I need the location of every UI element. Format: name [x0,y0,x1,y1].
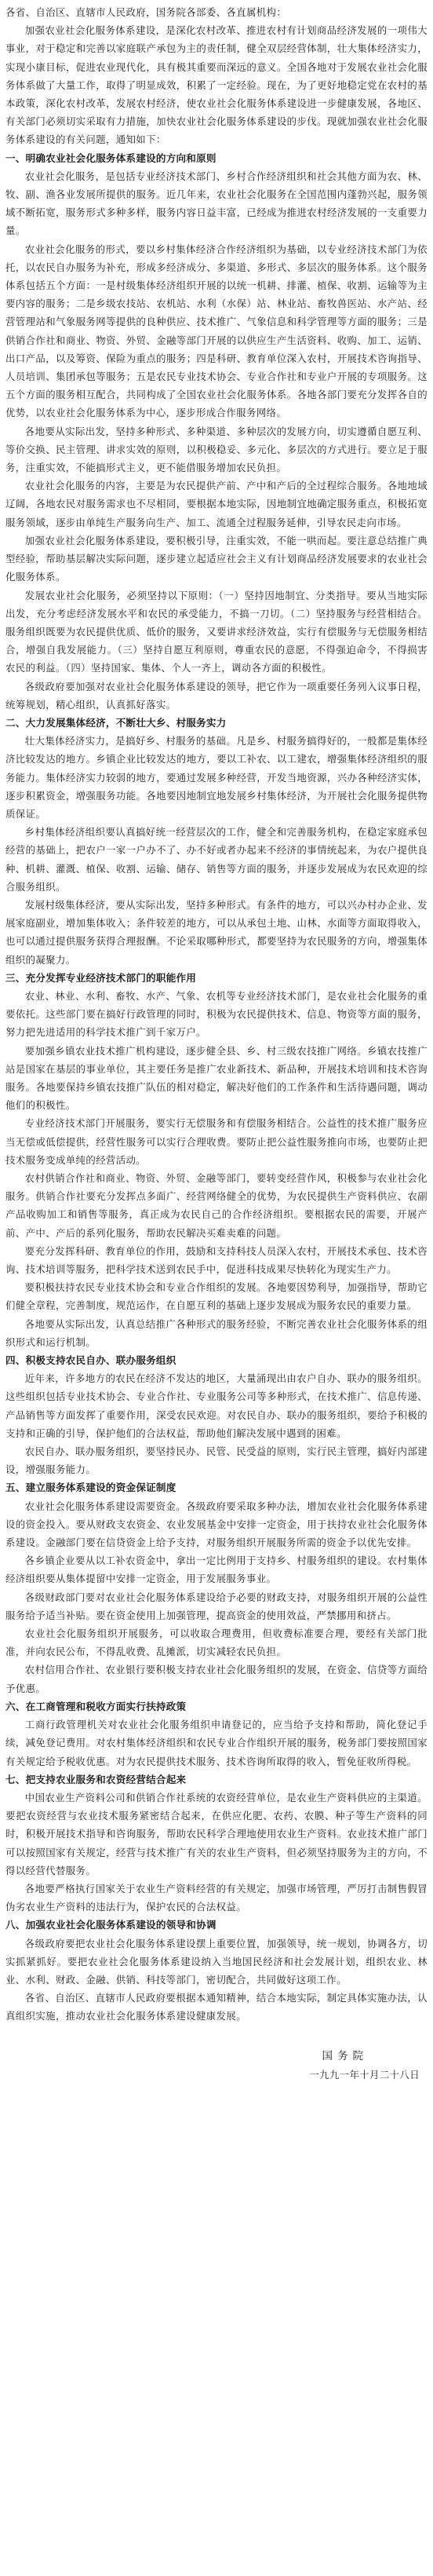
body-paragraph: 发展村级集体经济，要从实际出发，坚持多种形式。有条件的地方，可以兴办村办企业、发展家庭副业，增加集体收入；条件较差的地方，可以从承包土地、山林、水面等方面取得收入，也可以通过提供服务获得合理报酬。不论采取哪种形式，都要坚持为农民服务的方向，增强集体组织的凝聚力。 [5,898,428,966]
body-paragraph: 发展农业社会化服务，必须坚持以下原则：（一）坚持因地制宜、分类指导。要从当地实际出发，充分考虑经济发展水平和农民的承受能力，不搞一刀切。（二）坚持服务与经营相结合。服务组织既要为农民提供优质、低价的服务，又要讲求经济效益，实行有偿服务与无偿服务相结合，增强自我发展能力。（三）坚持自愿互利原则，尊重农民的意愿，不得强迫命令，不得损害农民的利益。（四）坚持国家、集体、个人一齐上，调动各方面的积极性。 [5,589,428,674]
body-paragraph: 各地要从实际出发，坚持多种形式、多种渠道、多种层次的发展方向，切实遵循自愿互利、等价交换、民主管理、讲求实效的原则，以积极稳妥、多元化、多层次的方式进行。要立足于服务，注重实效，不能搞形式主义，更不能借服务增加农民负担。 [5,425,428,474]
signature-organization: 国务院 [322,2049,368,2063]
body-paragraph: 工商行政管理机关对农业社会化服务组织申请登记的，应当给予支持和帮助，简化登记手续，减免登记费用。对农村集体经济组织和农民专业合作组织开展的服务，税务部门要按照国家有关规定给予税收优惠。对为农民提供技术服务、技术咨询所取得的收入，暂免征收所得税。 [5,1719,428,1767]
section-heading: 一、明确农业社会化服务体系建设的方向和原则 [5,152,216,164]
body-paragraph: 近年来，许多地方的农民在经济不发达的地区，大量涌现出由农户自办、联办的服务组织。这些组织包括专业技术协会、专业合作社、专业服务公司等多种形式，在技术推广、信息传递、产品销售等方面发挥了重要作用，深受农民欢迎。对农民自办、联办的服务组织，要给予积极的支持和正确的引导，保护他们的合法权益，帮助他们解决发展中遇到的困难。 [5,1372,428,1439]
body-paragraph: 各级财政部门要对农业社会化服务体系建设给予必要的财政支持，对服务组织开展的公益性服务给予适当补贴。要在资金使用上加强管理，提高资金的使用效益，严禁挪用和挤占。 [5,1591,428,1621]
salutation: 各省、自治区、直辖市人民政府，国务院各部委、各直属机构： [5,6,287,18]
section-heading: 五、建立服务体系建设的资金保证制度 [5,1482,176,1494]
body-paragraph: 农村信用合作社、农业银行要积极支持农业社会化服务组织的发展，在资金、信贷等方面给予优惠。 [5,1664,428,1694]
body-paragraph: 壮大集体经济实力，是搞好乡、村服务的基础。凡是乡、村服务搞得好的，一般都是集体经济比较发达的地方。乡镇企业比较发达的地方，要以工补农、以工建农，增强集体经济组织的服务能力。集体经济实力较弱的地方，要通过发展多种经营，开发当地资源，兴办各种经济实体，逐步积累资金，增强服务功能。各地要因地制宜地发展乡村集体经济，为开展社会化服务提供物质保证。 [5,735,428,820]
body-paragraph: 农业、林业、水利、畜牧、水产、气象、农机等专业经济技术部门，是农业社会化服务的重要依托。这些部门要在搞好行政管理的同时，积极为农民提供技术、信息、物资等方面的服务，努力把先进适用的科学技术推广到千家万户。 [5,989,428,1039]
body-paragraph: 农民自办、联办服务组织，要坚持民办、民管、民受益的原则，实行民主管理，搞好内部建设，增强服务能力。 [5,1445,428,1476]
section-heading: 二、大力发展集体经济，不断壮大乡、村服务实力 [5,716,227,729]
signature-date: 一九九一年十月二十八日 [309,2068,420,2081]
body-paragraph: 各乡镇企业要从以工补农资金中，拿出一定比例用于支持乡、村服务组织的建设。农村集体经济组织要从集体提留中安排一定资金，用于发展服务事业。 [5,1555,428,1585]
section-heading: 三、充分发挥专业经济技术部门的职能作用 [5,971,197,984]
body-paragraph: 加强农业社会化服务体系建设，要积极引导，注重实效，不能一哄而起。要注意总结推广典型经验，帮助基层解决实际问题，逐步建立起适应社会主义有计划商品经济发展要求的农业社会化服务体系。 [5,534,428,583]
body-paragraph: 农业社会化服务，是包括专业经济技术部门、乡村合作经济组织和社会其他方面为农、林、牧、副、渔各业发展所提供的服务。近几年来，农业社会化服务在全国范围内蓬勃兴起，服务领域不断拓宽，服务形式多种多样，服务内容日益丰富，已经成为推进农村经济发展的一支重要力量。 [5,170,428,237]
section-heading: 四、积极支持农民自办、联办服务组织 [5,1354,176,1367]
body-paragraph: 农业社会化服务的形式，要以乡村集体经济合作经济组织为基础，以专业经济技术部门为依托，以农民自办服务为补充，形成多经济成分、多渠道、多形式、多层次的服务体系。这个服务体系包括五个方面：一是村级集体经济组织开展的以统一机耕、排灌、植保、收割、运输等为主要内容的服务；二是乡级农技站、农机站、水利（水保）站、林业站、畜牧兽医站、水产站、经营管理站和气象服务网等提供的良种供应、技术推广、气象信息和科学管理等方面的服务；三是供销合作社和商业、物资、外贸、金融等部门开展的以供应生产生活资料、收购、加工、运销、出口产品，以及筹资、保险为重点的服务；四是科研、教育单位深入农村，开展技术咨询指导、人员培训、集团承包等服务；五是农民专业技术协会、专业合作社和专业户开展的专项服务。这五个方面的服务相互配合，共同构成了全国农业社会化服务体系。各地各部门要充分发挥各自的优势，以农业社会化服务体系为中心，逐步形成合作服务网络。 [5,243,428,419]
document-sections [5,149,428,2026]
body-paragraph: 各地要严格执行国家关于农业生产资料经营的有关规定，加强市场管理，严厉打击制售假冒伪劣农业生产资料的违法行为，保护农民的合法权益。 [5,1882,428,1913]
body-paragraph: 各地要从实际出发，认真总结推广各种形式的服务经验，不断完善农业社会化服务体系的组织形式和运行机制。 [5,1317,428,1348]
body-paragraph: 农业社会化服务组织开展服务，可以收取合理费用，但收费标准要合理，要经有关部门批准，并向农民公布，不得乱收费、乱摊派，切实减轻农民负担。 [5,1628,428,1658]
body-paragraph: 乡村集体经济组织要认真搞好统一经营层次的工作，健全和完善服务机构，在稳定家庭承包经营的基础上，把农户一家一户办不了、办不好或者办起来不经济的事情统起来，为农户提供良种、机耕、灌溉、植保、收割、运输、储存、销售等方面的服务，并逐步发展成为农民欢迎的综合服务组织。 [5,826,428,893]
body-paragraph: 专业经济技术部门开展服务，要实行无偿服务和有偿服务相结合。公益性的技术推广服务应当无偿或低偿提供，经营性服务可以实行合理收费。要防止把公益性服务推向市场，也要防止把技术服务变成单纯的经营活动。 [5,1117,428,1166]
body-paragraph: 中国农业生产资料公司和供销合作社系统的农资经营单位，是农业生产资料供应的主渠道。要把农资经营与农业技术服务紧密结合起来，在供应化肥、农药、农膜、种子等生产资料的同时，积极开展技术指导和咨询服务，帮助农民科学合理地使用农业生产资料。农业技术推广部门可以按照国家有关规定，经营与技术推广有关的农业生产资料，但必须坚持服务为主的方向，不得以经营代替服务。 [5,1791,428,1876]
body-paragraph: 要加强乡镇农业技术推广机构建设，逐步健全县、乡、村三级农技推广网络。乡镇农技推广站是国家在基层的事业单位，其主要任务是推广农业新技术、新品种，开展技术培训和技术咨询服务。各地要保持乡镇农技推广队伍的相对稳定，解决好他们的工作条件和生活待遇问题，调动他们的积极性。 [5,1044,428,1112]
body-paragraph: 各级政府要把农业社会化服务体系建设摆上重要位置，加强领导，统一规划，协调各方，切实抓紧抓好。要把农业社会化服务体系建设纳入当地国民经济和社会发展计划，组织农业、林业、水利、财政、金融、供销、科技等部门，密切配合，共同做好这项工作。 [5,1937,428,1986]
body-paragraph: 各级政府要加强对农业社会化服务体系建设的领导，把它作为一项重要任务列入议事日程，统筹规划，精心组织，认真抓好落实。 [5,680,428,711]
body-paragraph: 农业社会化服务的内容，主要是为农民提供产前、产中和产后的全过程综合服务。各地地域辽阔，各地农民对服务需求也不尽相同，要根据本地实际，因地制宜地确定服务重点，积极拓宽服务领域，逐步由单纯生产服务向生产、加工、流通全过程服务延伸，引导农民走向市场。 [5,480,428,528]
document-body [5,0,428,2084]
body-paragraph: 要积极扶持农民专业技术协会和专业合作组织的发展。各地要因势利导，加强指导，帮助它们健全章程，完善制度，规范运作，在自愿互利的基础上逐步发展成为服务农民的重要力量。 [5,1281,428,1312]
body-paragraph: 农村供销合作社和商业、物资、外贸、金融等部门，要转变经营作风，积极参与农业社会化服务。供销合作社要充分发挥点多面广、经营网络健全的优势，为农民提供生产资料供应、农副产品收购加工和销售等服务，真正成为农民自己的合作经济组织。要根据农民的需要，开展产前、产中、产后的系列化服务，帮助农民解决买难卖难的问题。 [5,1172,428,1239]
body-paragraph: 各省、自治区、直辖市人民政府要根据本通知精神，结合本地实际，制定具体实施办法，认真组织实施，推动农业社会化服务体系建设健康发展。 [5,1992,428,2022]
opening-paragraph: 加强农业社会化服务体系建设，是深化农村改革、推进农村有计划商品经济发展的一项伟大事业，对于稳定和完善以家庭联产承包为主的责任制，健全双层经营体制，壮大集体经济实力，实现小康目标，促进农业现代化，具有极其重要而深远的意义。全国各地对于发展农业社会化服务体系做了大量工作，取得了明显成效，积累了一定经验。现在，为了更好地稳定党在农村的基本政策，深化农村改革，发展农村经济，使农业社会化服务体系建设进一步健康发展，各地区、有关部门必须切实采取有力措施，加快农业社会化服务体系建设的步伐。现就加强农业社会化服务体系建设的有关问题，通知如下： [5,24,428,146]
body-paragraph: 要充分发挥科研、教育单位的作用，鼓励和支持科技人员深入农村，开展技术承包、技术咨询、技术培训等服务，把科学技术送到农民手中，促进科技成果尽快转化为现实生产力。 [5,1244,428,1276]
body-paragraph: 农业社会化服务体系建设需要资金。各级政府要采取多种办法，增加农业社会化服务体系建设的资金投入。要从财政支农资金、农业发展基金中安排一定资金，用于扶持农业社会化服务体系建设。金融部门要在信贷资金上给予支持，对服务组织开展服务所需的资金予以优先安排。 [5,1500,428,1549]
section-heading: 七、把支持农业服务和农资经营结合起来 [5,1773,187,1785]
section-heading: 六、在工商管理和税收方面实行扶持政策 [5,1700,187,1712]
section-heading: 八、加强农业社会化服务体系建设的领导和协调 [5,1919,216,1931]
